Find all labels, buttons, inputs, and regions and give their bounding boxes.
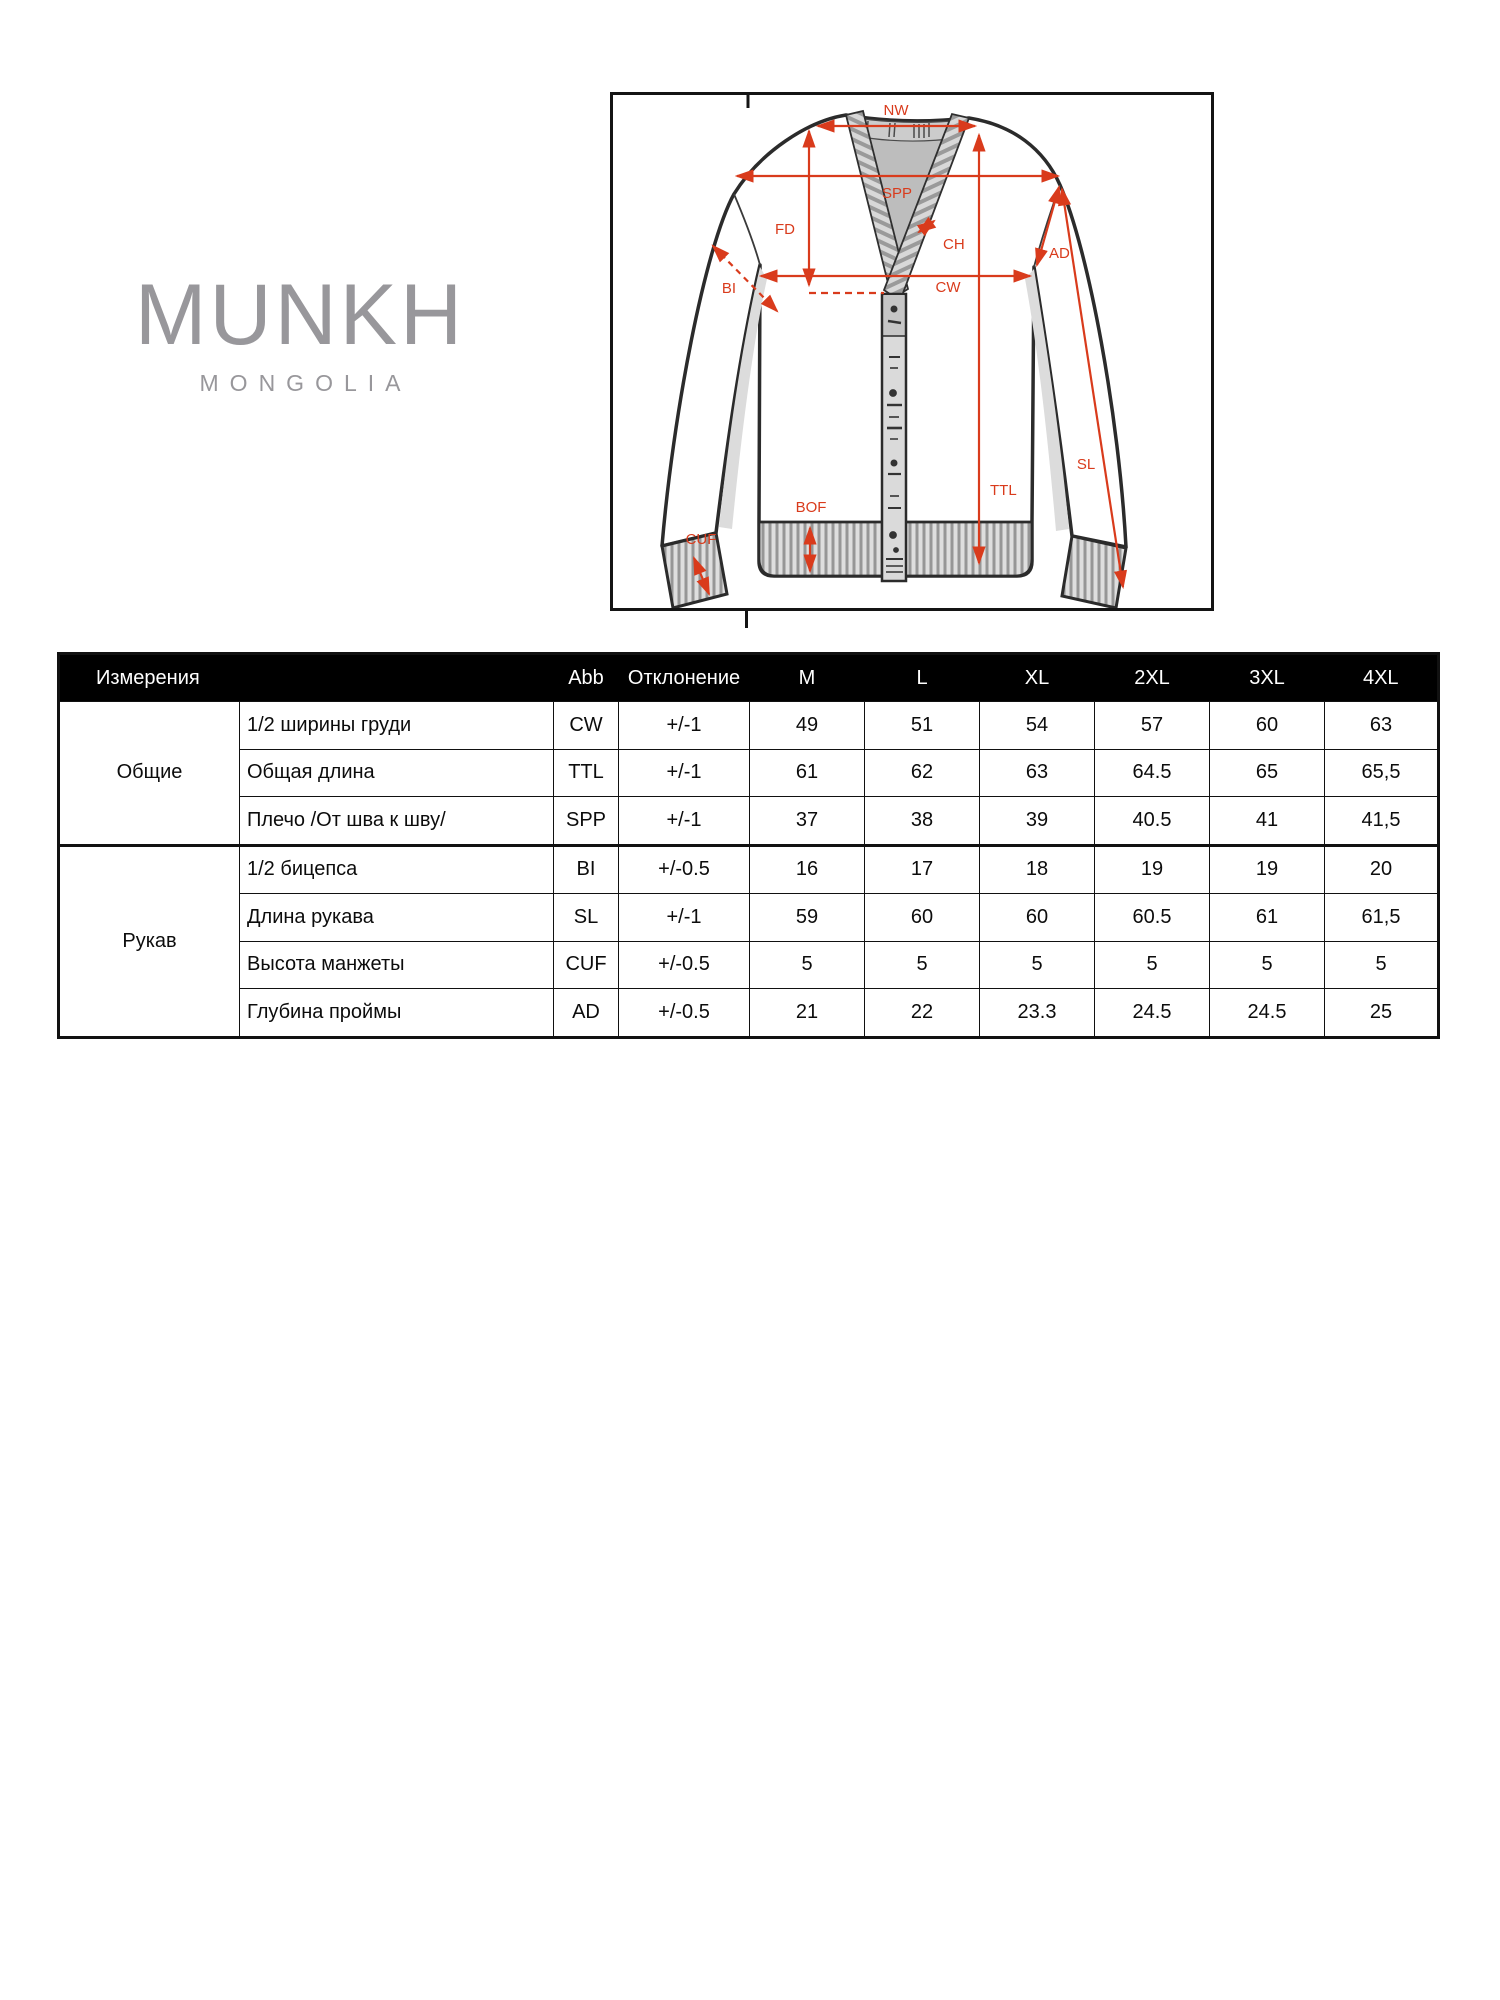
value-cell: 19 (1095, 845, 1210, 894)
placket-top (884, 295, 905, 336)
table-header-row (59, 654, 1439, 702)
deviation-cell: +/-0.5 (619, 845, 750, 894)
label-bi: BI (721, 280, 737, 297)
table-row (59, 702, 1439, 750)
value-cell: 49 (750, 702, 865, 750)
value-cell: 41,5 (1325, 797, 1439, 846)
brand-name: MUNKH (134, 267, 466, 363)
value-cell: 17 (865, 845, 980, 894)
group-cell-sleeve: Рукав (59, 845, 240, 1037)
value-cell: 24.5 (1210, 989, 1325, 1038)
table-row (59, 749, 1439, 797)
column-header-measurements: Измерения (59, 654, 554, 702)
value-cell: 37 (750, 797, 865, 846)
table-row (59, 797, 1439, 846)
label-spp: SPP (881, 185, 913, 202)
measure-name: Длина рукава (240, 894, 554, 942)
value-cell: 19 (1210, 845, 1325, 894)
cardigan-sketch (613, 95, 1211, 608)
measure-name: Высота манжеты (240, 941, 554, 989)
value-cell: 65 (1210, 749, 1325, 797)
deviation-cell: +/-1 (619, 702, 750, 750)
abb-cell: CUF (554, 941, 619, 989)
table-row (59, 941, 1439, 989)
value-cell: 63 (1325, 702, 1439, 750)
garment-diagram (610, 92, 1214, 611)
brand-subtitle: MONGOLIA (199, 370, 412, 396)
value-cell: 57 (1095, 702, 1210, 750)
group-cell-general: Общие (59, 702, 240, 846)
table-row (59, 989, 1439, 1038)
value-cell: 18 (980, 845, 1095, 894)
value-cell: 16 (750, 845, 865, 894)
value-cell: 21 (750, 989, 865, 1038)
deviation-cell: +/-1 (619, 894, 750, 942)
column-header-deviation: Отклонение (619, 654, 750, 702)
value-cell: 5 (1095, 941, 1210, 989)
value-cell: 20 (1325, 845, 1439, 894)
column-header-size-4xl: 4XL (1325, 654, 1439, 702)
column-header-abb: Abb (554, 654, 619, 702)
abb-cell: SL (554, 894, 619, 942)
value-cell: 62 (865, 749, 980, 797)
label-ch: CH (943, 236, 965, 253)
column-header-size-2xl: 2XL (1095, 654, 1210, 702)
measure-name: 1/2 бицепса (240, 845, 554, 894)
abb-cell: AD (554, 989, 619, 1038)
crop-tick-bottom (745, 608, 748, 628)
column-header-size-m: M (750, 654, 865, 702)
column-header-size-l: L (865, 654, 980, 702)
value-cell: 5 (750, 941, 865, 989)
value-cell: 23.3 (980, 989, 1095, 1038)
value-cell: 5 (1210, 941, 1325, 989)
table-row (59, 894, 1439, 942)
deviation-cell: +/-0.5 (619, 941, 750, 989)
value-cell: 64.5 (1095, 749, 1210, 797)
label-bof: BOF (795, 499, 827, 516)
measure-name: Общая длина (240, 749, 554, 797)
value-cell: 41 (1210, 797, 1325, 846)
value-cell: 65,5 (1325, 749, 1439, 797)
value-cell: 40.5 (1095, 797, 1210, 846)
value-cell: 60 (865, 894, 980, 942)
deviation-cell: +/-0.5 (619, 989, 750, 1038)
deviation-cell: +/-1 (619, 797, 750, 846)
abb-cell: TTL (554, 749, 619, 797)
value-cell: 5 (865, 941, 980, 989)
brand-logo (110, 267, 490, 397)
measure-name: Глубина проймы (240, 989, 554, 1038)
value-cell: 54 (980, 702, 1095, 750)
abb-cell: BI (554, 845, 619, 894)
label-cw: CW (935, 279, 961, 296)
size-table (57, 652, 1440, 1039)
measure-name: Плечо /От шва к шву/ (240, 797, 554, 846)
value-cell: 25 (1325, 989, 1439, 1038)
value-cell: 39 (980, 797, 1095, 846)
label-ad: AD (1049, 245, 1070, 262)
value-cell: 38 (865, 797, 980, 846)
value-cell: 61 (750, 749, 865, 797)
measure-name: 1/2 ширины груди (240, 702, 554, 750)
abb-cell: SPP (554, 797, 619, 846)
deviation-cell: +/-1 (619, 749, 750, 797)
value-cell: 61 (1210, 894, 1325, 942)
value-cell: 5 (1325, 941, 1439, 989)
value-cell: 22 (865, 989, 980, 1038)
column-header-size-3xl: 3XL (1210, 654, 1325, 702)
column-header-size-xl: XL (980, 654, 1095, 702)
label-sl: SL (1076, 456, 1096, 473)
value-cell: 5 (980, 941, 1095, 989)
label-nw: NW (883, 102, 909, 119)
value-cell: 60 (980, 894, 1095, 942)
value-cell: 60 (1210, 702, 1325, 750)
value-cell: 60.5 (1095, 894, 1210, 942)
value-cell: 61,5 (1325, 894, 1439, 942)
table-row (59, 845, 1439, 894)
value-cell: 63 (980, 749, 1095, 797)
value-cell: 24.5 (1095, 989, 1210, 1038)
value-cell: 51 (865, 702, 980, 750)
abb-cell: CW (554, 702, 619, 750)
value-cell: 59 (750, 894, 865, 942)
label-cuf: CUF (685, 531, 717, 548)
label-fd: FD (775, 221, 795, 238)
label-ttl: TTL (990, 482, 1017, 499)
